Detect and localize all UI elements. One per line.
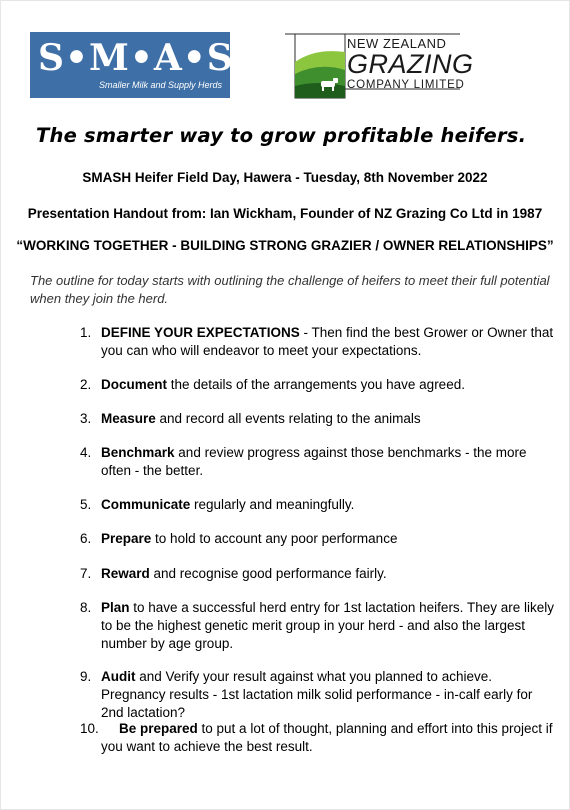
list-item-keyword: Communicate [101,497,191,512]
event-title: SMASH Heifer Field Day, Hawera - Tuesday, 8th November 2022 [82,170,488,185]
list-item [80,565,555,583]
list-item-keyword: Benchmark [101,445,175,460]
list-item-number: 7. [80,566,92,581]
list-item-keyword: Be prepared [119,721,198,736]
list-item-number: 1. [80,325,92,340]
list-item-text: the details of the arrangements you have agreed. [167,377,465,392]
list-item-number: 6. [80,531,92,546]
list-item-keyword: Prepare [101,531,152,546]
list-item [80,530,555,548]
list-item-text: and Verify your result against what you planned to achieve. Pregnancy results - 1st lactation milk solid performance - in-calf early for 2nd lactation? [101,669,533,720]
list-item-text: to put a lot of thought, planning and effort into this project if you want to achieve the best result. [101,721,553,754]
list-item-text: regularly and meaningfully. [190,497,355,512]
nz-logo-line3: COMPANY LIMITED [347,79,465,91]
nz-logo-line2: GRAZING [347,49,474,79]
list-item-text: and record all events relating to the animals [155,411,421,426]
list-item [80,410,555,428]
list-item [80,496,555,514]
list-item-number: 5. [80,497,92,512]
list-item [80,324,555,360]
nz-logo-line1: NEW ZEALAND [347,36,447,51]
list-item [80,599,555,653]
list-item-text: and review progress against those benchmarks - the more often - the better. [101,445,527,478]
list-item-text: and recognise good performance fairly. [149,566,387,581]
tagline-heading: The smarter way to grow profitable heifers. [36,124,527,147]
list-item-keyword: Audit [101,669,136,684]
list-item-number: 3. [80,411,92,426]
list-item-number: 9. [80,669,92,684]
list-item-keyword: Reward [101,566,150,581]
list-item-number: 10. [80,721,99,736]
list-item-number: 8. [80,600,92,615]
intro-paragraph: The outline for today starts with outlining the challenge of heifers to meet their full potential when they join the herd. [30,273,550,306]
list-item [80,720,555,756]
list-item [80,444,555,480]
smash-logo-word: S•M•A•S•H [38,37,293,79]
list-item-text: - Then find the best Grower or Owner that you can who will endeavor to meet your expectations. [101,325,554,358]
list-item-keyword: Plan [101,600,130,615]
list-item [80,668,555,722]
list-item [80,376,555,394]
section-heading: “WORKING TOGETHER - BUILDING STRONG GRAZIER / OWNER RELATIONSHIPS” [16,238,554,253]
list-item-text: to hold to account any poor performance [151,531,398,546]
list-item-keyword: DEFINE YOUR EXPECTATIONS [101,325,300,340]
list-item-keyword: Measure [101,411,156,426]
list-item-keyword: Document [101,377,168,392]
list-item-number: 4. [80,445,92,460]
list-item-number: 2. [80,377,92,392]
presenter-line: Presentation Handout from: Ian Wickham, Founder of NZ Grazing Co Ltd in 1987 [27,206,543,221]
list-item-text: to have a successful herd entry for 1st lactation heifers. They are likely to be the highest genetic merit group in your herd - and also the largest number by age group. [101,600,554,651]
smash-logo-tagline: Smaller Milk and Supply Herds [98,80,222,90]
